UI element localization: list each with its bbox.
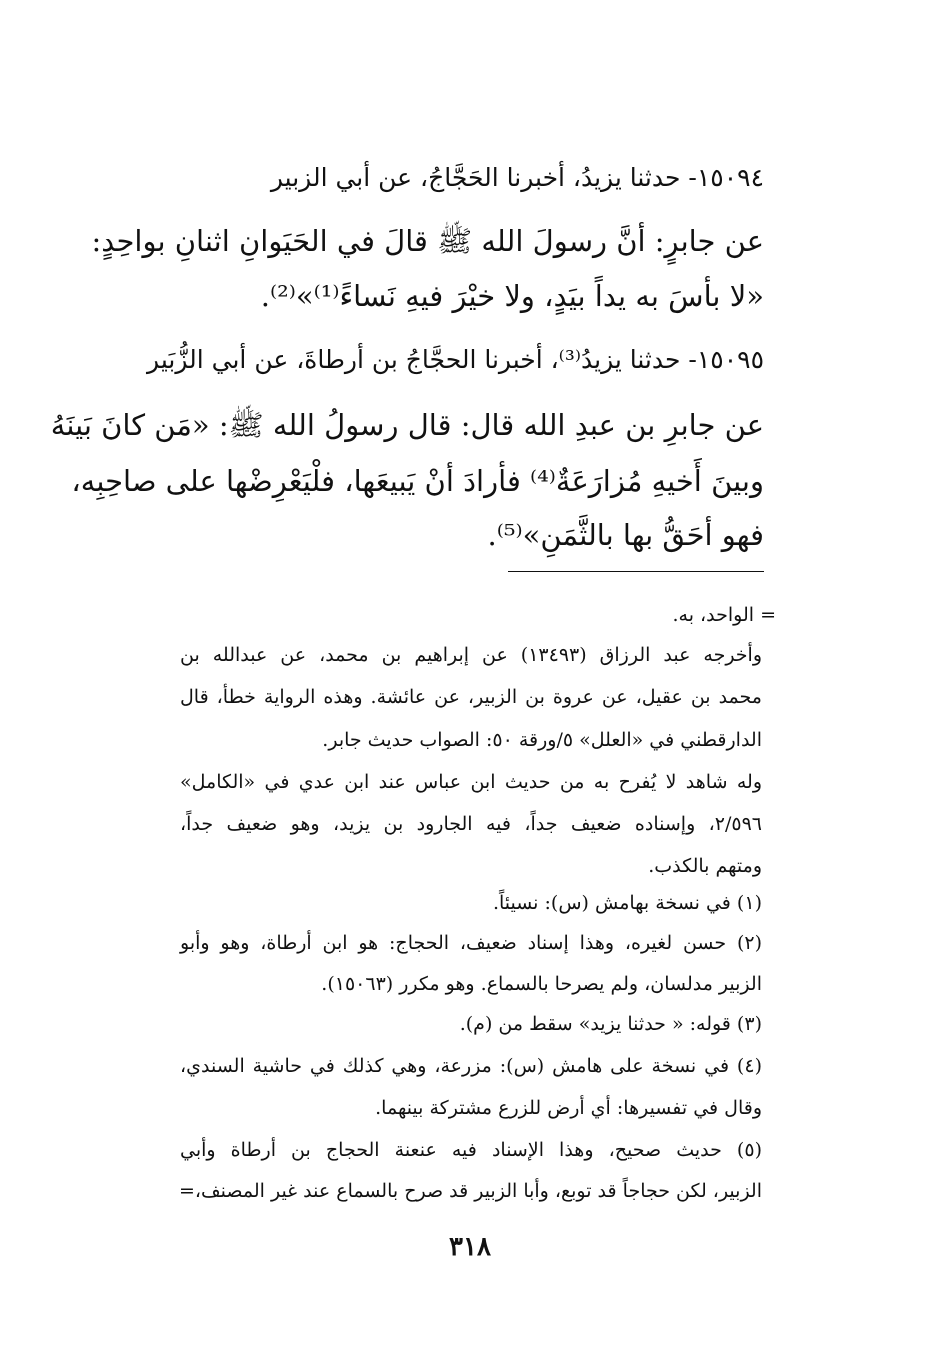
footnote-5: (٥) حديث صحيح، وهذا الإسناد فيه عنعنة الحجاج بن أرطاة وأبي (180, 1139, 762, 1161)
footnote-1: (١) في نسخة بهامش (س): نسيئاً. (492, 892, 762, 914)
footnote-4-cont: وقال في تفسيرها: أي أرض للزرع مشتركة بينهما. (375, 1097, 762, 1119)
footnote-line: وله شاهد لا يُفرح به من حديث ابن عباس عند ابن عدي في «الكامل» (180, 771, 762, 793)
hadith-15095-header: ١٥٠٩٥- حدثنا يزيدُ⁽³⁾، أخبرنا الحجَّاجُ بن أرطاةَ، عن أبي الزُّبَير (147, 345, 764, 374)
footnote-5-cont: الزبير، لكن حجاجاً قد توبع، وأبا الزبير قد صرح بالسماع عند غير المصنف،= (178, 1180, 762, 1202)
hadith-15095-text-line-3: فهو أحَقُّ بها بالثَّمَنِ»⁽⁵⁾. (487, 518, 764, 552)
footnote-line: محمد بن عقيل، عن عروة بن الزبير، عن عائشة. وهذه الرواية خطأ، قال (180, 686, 762, 708)
footnote-line: وأخرجه عبد الرزاق (١٣٤٩٣) عن إبراهيم بن محمد، عن عبدالله بن (180, 644, 763, 666)
hadith-15095-text-line-2: وبينَ أَخيهِ مُزارَعَةٌ⁽⁴⁾ فأرادَ أنْ يَبيعَها، فلْيَعْرِضْها على صاحِبِه، (71, 464, 764, 498)
hadith-15095-text-line-1: عن جابرِ بن عبدِ الله قال: قال رسولُ الله ﷺ: «مَن كانَ بَينَهُ (50, 408, 764, 442)
footnote-2-cont: الزبير مدلسان، ولم يصرحا بالسماع. وهو مكرر (١٥٠٦٣). (321, 973, 762, 995)
hadith-15094-text-line-1: عن جابرٍ: أنَّ رسولَ الله ﷺ قالَ في الحَيَوانِ اثنانِ بواحِدٍ: (91, 224, 764, 258)
footnote-line: ٢/٥٩٦، وإسناده ضعيف جداً، فيه الجارود بن يزيد، وهو ضعيف جداً، (180, 813, 762, 835)
footnote-2: (٢) حسن لغيره، وهذا إسناد ضعيف، الحجاج: هو ابن أرطاة، وهو وأبو (180, 932, 762, 954)
footnote-separator (508, 571, 764, 572)
hadith-15094-text-line-2: «لا بأسَ به يداً بيَدٍ، ولا خيْرَ فيهِ نَساءً⁽¹⁾»⁽²⁾. (260, 279, 764, 313)
footnote-4: (٤) في نسخة على هامش (س): مزرعة، وهي كذلك في حاشية السندي، (180, 1055, 762, 1077)
footnote-3: (٣) قوله: « حدثنا يزيد» سقط من (م). (459, 1013, 762, 1035)
footnote-line: ومتهم بالكذب. (648, 855, 762, 877)
page-number: ٣١٨ (449, 1232, 491, 1262)
hadith-15094-header: ١٥٠٩٤- حدثنا يزيدُ، أخبرنا الحَجَّاجُ، عن أبي الزبير (270, 163, 764, 192)
footnote-line: = الواحد، به. (672, 604, 776, 626)
footnote-line: الدارقطني في «العلل» ٥/ورقة ٥٠: الصواب حديث جابر. (322, 729, 762, 751)
